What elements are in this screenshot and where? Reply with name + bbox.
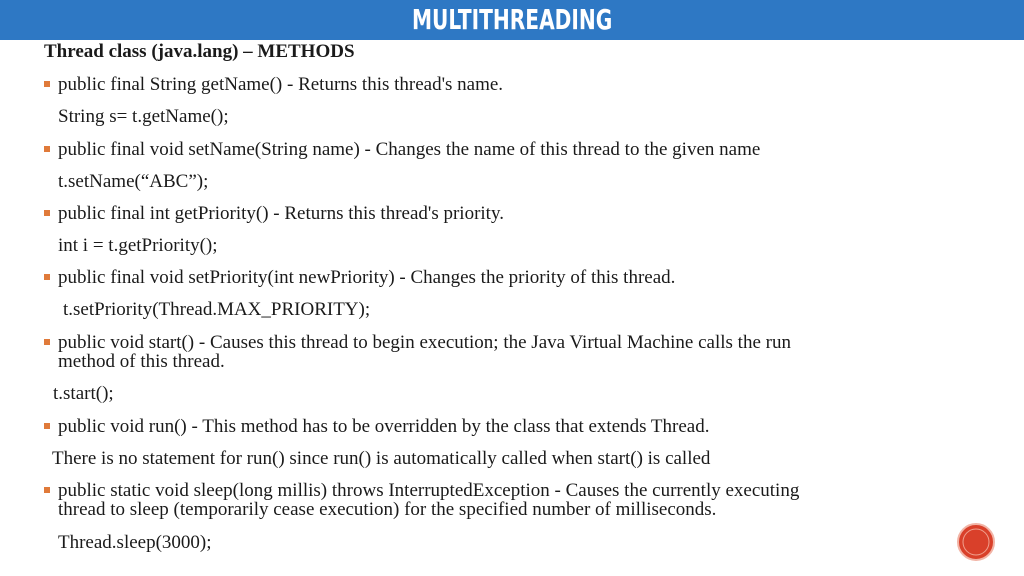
bullet-icon	[44, 274, 50, 280]
method-description: public final String getName() - Returns this thread's name.	[58, 74, 504, 95]
method-description: public static void sleep(long millis) throws InterruptedException - Causes the currently executing	[58, 480, 800, 501]
slide-title: MULTITHREADING	[411, 3, 613, 36]
bullet-icon	[44, 146, 50, 152]
bullet-icon	[44, 339, 50, 345]
method-example: t.setName(“ABC”);	[58, 171, 209, 192]
method-example: int i = t.getPriority();	[58, 235, 218, 256]
bullet-icon	[44, 423, 50, 429]
method-description: public void run() - This method has to be overridden by the class that extends Thread.	[58, 416, 710, 437]
method-description: public final int getPriority() - Returns this thread's priority.	[58, 203, 504, 224]
method-example: Thread.sleep(3000);	[58, 532, 212, 553]
method-example: String s= t.getName();	[58, 106, 229, 127]
method-note: There is no statement for run() since run() is automatically called when start() is called	[52, 448, 711, 469]
method-example: t.setPriority(Thread.MAX_PRIORITY);	[63, 299, 371, 320]
bullet-icon	[44, 210, 50, 216]
method-description-continued: method of this thread.	[58, 351, 225, 372]
title-bar	[0, 0, 1024, 40]
slide-subtitle: Thread class (java.lang) – METHODS	[44, 41, 355, 62]
bullet-icon	[44, 81, 50, 87]
method-description-continued: thread to sleep (temporarily cease execution) for the specified number of milliseconds.	[58, 499, 717, 520]
page-number-badge	[956, 522, 996, 562]
method-description: public final void setPriority(int newPriority) - Changes the priority of this thread.	[58, 267, 676, 288]
method-example: t.start();	[53, 383, 114, 404]
method-description: public void start() - Causes this thread to begin execution; the Java Virtual Machine calls the run	[58, 332, 791, 353]
method-description: public final void setName(String name) - Changes the name of this thread to the given name	[58, 139, 761, 160]
bullet-icon	[44, 487, 50, 493]
